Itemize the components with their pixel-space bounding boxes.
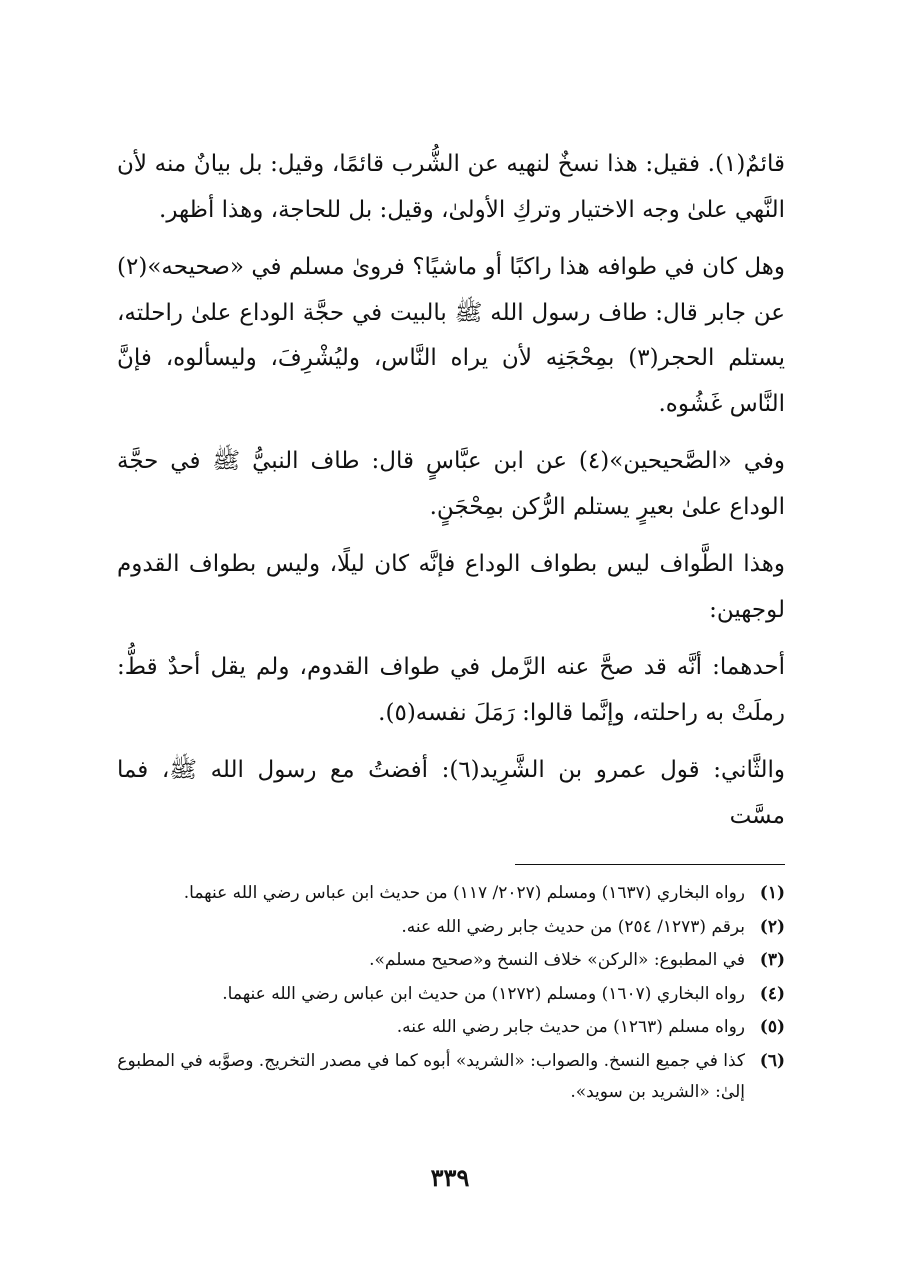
footnote [115,878,785,910]
footnote [115,1046,785,1109]
footnote-number: (١) [759,883,785,903]
paragraph: وفي «الصَّحيحين»(٤) عن ابن عبَّاسٍ قال: طاف النبيُّ ﷺ في حجَّة الوداع علىٰ بعيرٍ يستلم الرُّكن بمِحْجَنٍ. [117,448,785,520]
footnote [115,1012,785,1044]
footnote-text: برقم (١٢٧٣/ ٢٥٤) من حديث جابر رضي الله عنه. [401,916,745,937]
footnote-text: رواه مسلم (١٢٦٣) من حديث جابر رضي الله عنه. [396,1017,745,1037]
paragraph: وهل كان في طوافه هذا راكبًا أو ماشيًا؟ فروىٰ مسلم في «صحيحه»(٢) عن جابر قال: طاف رسول الله ﷺ بالبيت في حجَّة الوداع علىٰ راحلته، يستلم الحجر(٣) بمِحْجَنِه لأن يراه النَّاس، وليُشْرِفَ، وليسألوه، فإنَّ النَّاس غَشُوه. [117,254,785,417]
footnote [115,912,785,944]
footnote-text: كذا في جميع النسخ. والصواب: «الشريد» أبوه كما في مصدر التخريج. وصوَّبه في المطبوع إلىٰ: «الشريد بن سويد». [117,1050,745,1102]
main-text [117,142,785,851]
paragraph: قائمٌ(١). فقيل: هذا نسخٌ لنهيه عن الشُّرب قائمًا، وقيل: بل بيانٌ منه لأن النَّهي علىٰ وجه الاختيار وتركِ الأولىٰ، وقيل: بل للحاجة، وهذا أظهر. [117,151,785,223]
page-number: ٣٣٩ [430,1163,470,1192]
footnote-number: (٢) [759,916,785,937]
footnote-text: في المطبوع: «الركن» خلاف النسخ و«صحيح مسلم». [369,950,745,970]
footnote-text: رواه البخاري (١٦٠٧) ومسلم (١٢٧٢) من حديث ابن عباس رضي الله عنهما. [222,983,745,1004]
paragraph: والثَّاني: قول عمرو بن الشَّرِيد(٦): أفضتُ مع رسول الله ﷺ، فما مسَّت [117,757,786,829]
footnote-number: (٥) [759,1017,785,1037]
footnote-number: (٤) [759,983,785,1004]
footnotes-list [115,878,785,1111]
footnote-number: (٣) [759,950,785,970]
footnote-number: (٦) [759,1050,785,1071]
footnote-divider [515,864,785,865]
paragraph: وهذا الطَّواف ليس بطواف الوداع فإنَّه كان ليلًا، وليس بطواف القدوم لوجهين: [117,551,785,623]
footnote [115,945,785,977]
footnote [115,979,785,1011]
paragraph: أحدهما: أنَّه قد صحَّ عنه الرَّمل في طواف القدوم، ولم يقل أحدٌ قطُّ: رملَتْ به راحلته، وإنَّما قالوا: رَمَلَ نفسه(٥). [117,654,785,726]
footnote-text: رواه البخاري (١٦٣٧) ومسلم (٢٠٢٧/ ١١٧) من حديث ابن عباس رضي الله عنهما. [183,883,745,903]
